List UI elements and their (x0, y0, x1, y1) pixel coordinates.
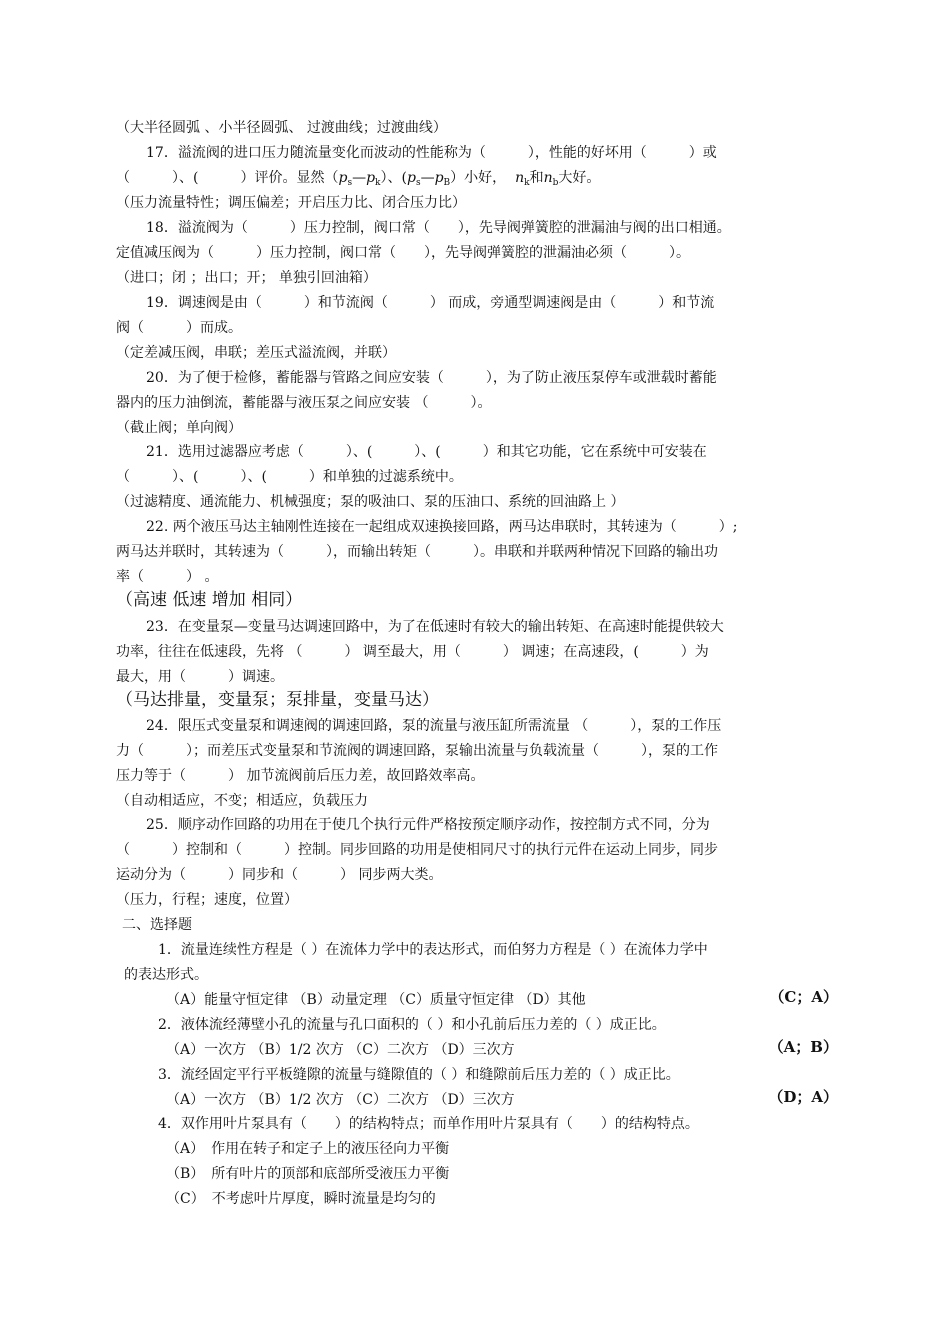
choice-option-b: （B） 所有叶片的顶部和底部所受液压力平衡 (166, 1166, 450, 1182)
question-23-cont: 最大，用（ ）调速。 (116, 669, 284, 685)
question-18: 18．溢流阀为（ ）压力控制，阀口常（ ），先导阀弹簧腔的泄漏油与阀的出口相通。 (146, 220, 731, 236)
question-19: 19．调速阀是由（ ）和节流阀（ ） 而成，旁通型调速阀是由（ ）和节流 (146, 295, 715, 311)
choice-option-c: （C） 不考虑叶片厚度，瞬时流量是均匀的 (166, 1191, 436, 1207)
question-20-cont: 器内的压力油倒流，蓄能器与液压泵之间应安装 （ ）。 (116, 395, 492, 411)
choice-question-2: 2．液体流经薄壁小孔的流量与孔口面积的（ ）和小孔前后压力差的（ ）成正比。 (158, 1017, 666, 1033)
choice-options: （A）一次方 （B）1/2 次方 （C）二次方 （D）三次方 (166, 1042, 515, 1058)
answer-line: （高速 低速 增加 相同） (116, 590, 303, 610)
question-24-cont: 力（ ）；而差压式变量泵和节流阀的调速回路，泵输出流量与负载流量（ ），泵的工作 (116, 743, 718, 759)
answer-line: （压力流量特性；调压偏差；开启压力比、闭合压力比） (116, 195, 466, 211)
question-21-cont: （ ）、( ）、( ）和单独的过滤系统中。 (116, 469, 463, 485)
question-25: 25．顺序动作回路的功用在于使几个执行元件严格按预定顺序动作，按控制方式不同，分为 (146, 817, 710, 833)
answer-line: （压力，行程；速度，位置） (116, 892, 298, 908)
answer-line: （马达排量，变量泵；泵排量，变量马达） (116, 690, 439, 710)
section-heading: 二、选择题 (122, 917, 192, 933)
answer-line: （自动相适应，不变；相适应，负载压力 (116, 793, 368, 809)
question-25-cont: （ ）控制和（ ）控制。同步回路的功用是使相同尺寸的执行元件在运动上同步，同步 (116, 842, 718, 858)
question-19-cont: 阀（ ）而成。 (116, 320, 242, 336)
choice-answer: （C；A） (769, 988, 838, 1006)
question-22: 22. 两个液压马达主轴刚性连接在一起组成双速换接回路，两马达串联时，其转速为（ ）; (146, 519, 738, 535)
question-23: 23．在变量泵—变量马达调速回路中，为了在低速时有较大的输出转矩、在高速时能提供较大 (146, 619, 724, 635)
question-24: 24．限压式变量泵和调速阀的调速回路，泵的流量与液压缸所需流量 （ ），泵的工作压 (146, 718, 722, 734)
question-17: 17．溢流阀的进口压力随流量变化而波动的性能称为（ ），性能的好坏用（ ）或 (146, 145, 717, 161)
choice-question-3: 3．流经固定平行平板缝隙的流量与缝隙值的（ ）和缝隙前后压力差的（ ）成正比。 (158, 1067, 680, 1083)
question-22-cont: 率（ ） 。 (116, 569, 219, 585)
answer-line: （进口；闭 ；出口；开； 单独引回油箱） (116, 270, 377, 286)
choice-option-a: （A） 作用在转子和定子上的液压径向力平衡 (166, 1141, 450, 1157)
question-21: 21．选用过滤器应考虑（ ）、( ）、( ）和其它功能，它在系统中可安装在 (146, 444, 707, 460)
choice-question-1-cont: 的表达形式。 (124, 967, 208, 983)
question-25-cont: 运动分为（ ）同步和（ ） 同步两大类。 (116, 867, 443, 883)
choice-options: （A）一次方 （B）1/2 次方 （C）二次方 （D）三次方 (166, 1092, 515, 1108)
question-20: 20．为了便于检修，蓄能器与管路之间应安装（ ），为了防止液压泵停车或泄载时蓄能 (146, 370, 717, 386)
choice-answer: （A；B） (768, 1038, 838, 1056)
choice-answer: （D；A） (768, 1088, 838, 1106)
answer-line: （定差减压阀，串联；差压式溢流阀，并联） (116, 345, 396, 361)
question-18-cont: 定值减压阀为（ ）压力控制，阀口常（ ），先导阀弹簧腔的泄漏油必须（ ）。 (116, 245, 690, 261)
answer-line: （截止阀；单向阀） (116, 420, 242, 436)
question-22-cont: 两马达并联时，其转速为（ ），而输出转矩（ ）。串联和并联两种情况下回路的输出功 (116, 544, 718, 560)
question-17-formula-line: （ ）、( ）评价。显然$(p_s—p_k)$、$(p_s—p_B)$小好， $n_k$和$n_b$大好。 (116, 170, 601, 188)
choice-options: （A）能量守恒定律 （B）动量定理 （C）质量守恒定律 （D）其他 (166, 992, 586, 1008)
answer-line: （过滤精度、通流能力、机械强度；泵的吸油口、泵的压油口、系统的回油路上 ） (116, 494, 625, 510)
answer-line: （大半径圆弧 、小半径圆弧、 过渡曲线；过渡曲线） (116, 120, 447, 136)
question-24-cont: 压力等于（ ） 加节流阀前后压力差，故回路效率高。 (116, 768, 485, 784)
question-23-cont: 功率，往往在低速段，先将 （ ） 调至最大，用（ ） 调速；在高速段，( ）为 (116, 644, 709, 660)
choice-question-1: 1．流量连续性方程是（ ）在流体力学中的表达形式，而伯努力方程是（ ）在流体力学中 (158, 942, 708, 958)
choice-question-4: 4．双作用叶片泵具有（ ）的结构特点；而单作用叶片泵具有（ ）的结构特点。 (158, 1116, 699, 1132)
